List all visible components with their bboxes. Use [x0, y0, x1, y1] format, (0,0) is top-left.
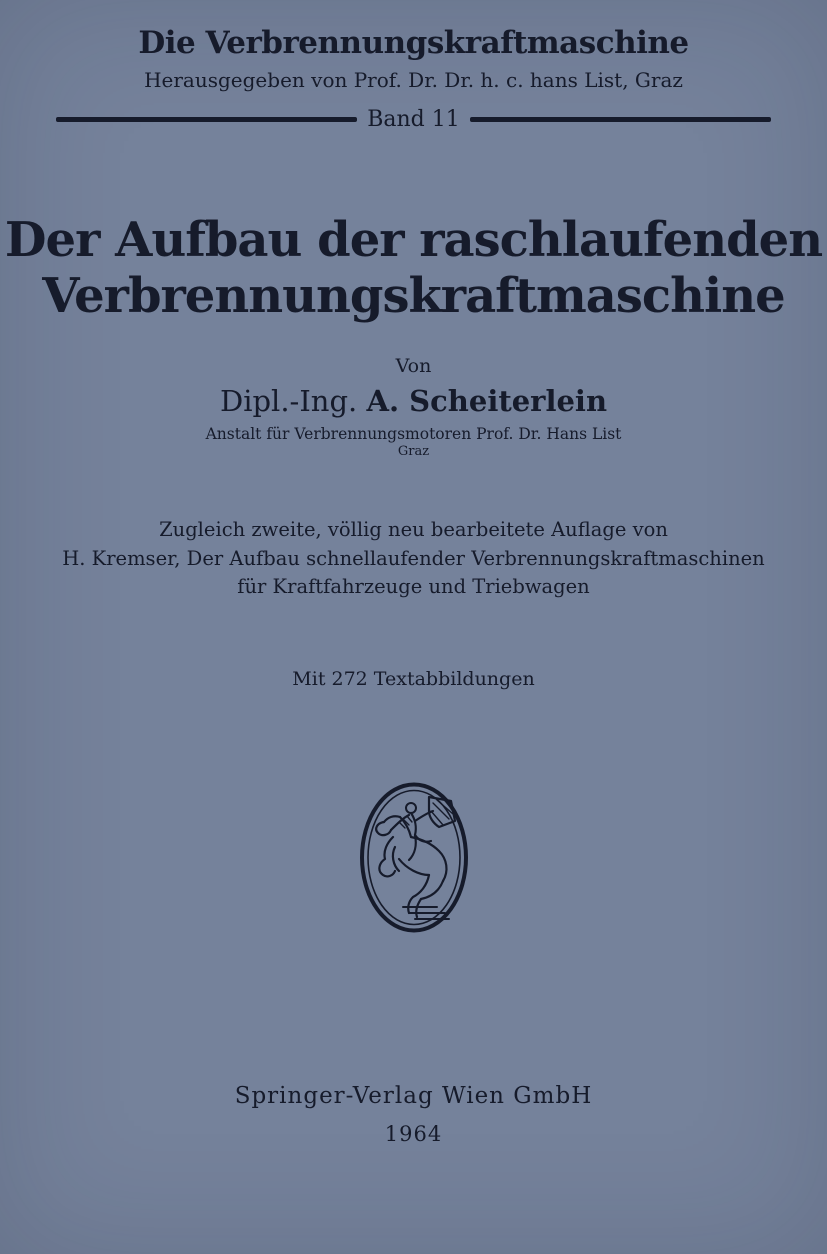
band-label: Band 11 — [367, 107, 460, 132]
publisher-name: Springer-Verlag Wien GmbH — [234, 1083, 593, 1110]
rule-right — [470, 117, 771, 122]
series-title: Die Verbrennungskraftmaschine — [138, 25, 689, 61]
band-rule — [56, 107, 771, 132]
author-affiliation-city: Graz — [397, 444, 430, 460]
author-line — [0, 384, 827, 418]
springer-rider-emblem-icon — [358, 780, 470, 935]
main-title-line2: Verbrennungskraftmaschine — [42, 268, 785, 325]
illustrations-note: Mit 272 Textabbildungen — [292, 668, 535, 691]
rule-left — [56, 117, 357, 122]
publisher-year: 1964 — [384, 1122, 443, 1147]
edition-note-line2: H. Kremser, Der Aufbau schnellaufender Verbrennungskraftmaschinen — [62, 546, 765, 570]
edition-note — [0, 516, 827, 601]
von-label: Von — [395, 355, 432, 378]
edition-note-line1: Zugleich zweite, völlig neu bearbeitete Auflage von — [159, 518, 668, 542]
author-name: A. Scheiterlein — [366, 384, 608, 419]
author-affiliation: Anstalt für Verbrennungsmotoren Prof. Dr. Hans List — [205, 425, 622, 444]
main-title — [0, 212, 827, 324]
author-degree: Dipl.-Ing. — [219, 384, 367, 419]
main-title-line1: Der Aufbau der raschlaufenden — [4, 212, 823, 268]
edition-note-line3: für Kraftfahrzeuge und Triebwagen — [237, 574, 590, 598]
series-editor-line: Herausgegeben von Prof. Dr. Dr. h. c. hans List, Graz — [144, 68, 683, 92]
publisher-emblem-wrap — [0, 780, 827, 935]
